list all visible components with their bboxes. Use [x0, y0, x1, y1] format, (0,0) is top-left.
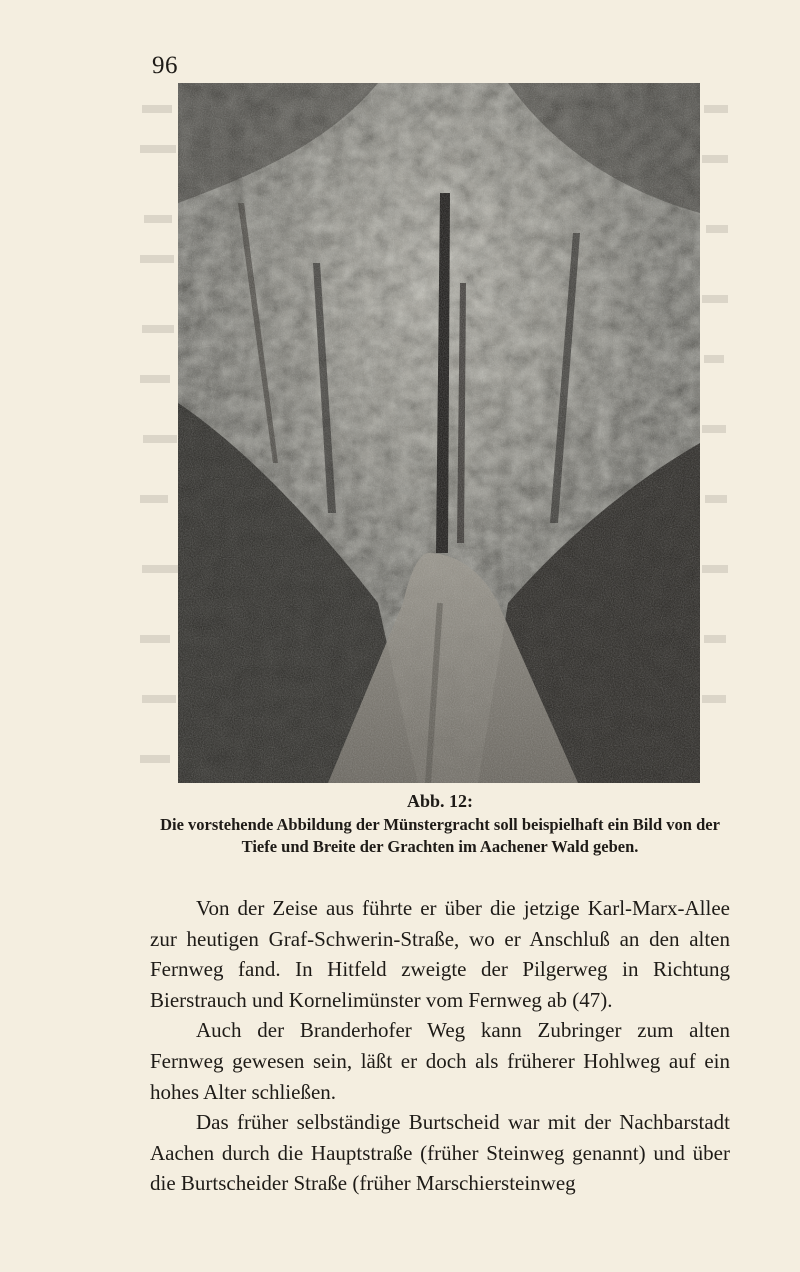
figure-caption — [150, 790, 730, 858]
paragraph: Von der Zeise aus führte er über die jetzige Karl-Marx-Allee zur heutigen Graf-Schwerin-Straße, wo er Anschluß an den alten Fernweg fand. In Hitfeld zweigte der Pilgerweg in Richtung Bierstrauch und Kornelimünster vom Fernweg ab (47). — [150, 896, 730, 1012]
paragraph: Das früher selbständige Burtscheid war mit der Nachbarstadt Aachen durch die Hauptstraße (früher Steinweg genannt) und über die Burtscheider Straße (früher Marschiersteinweg — [150, 1110, 730, 1196]
page-number: 96 — [152, 52, 178, 79]
figure-label: Abb. 12: — [406, 791, 473, 811]
forest-path-photo — [178, 83, 700, 783]
body-text — [150, 893, 730, 1199]
figure-caption-text: Die vorstehende Abbildung der Münstergracht soll beispielhaft ein Bild von der Tiefe und Breite der Grachten im Aachener Wald geben. — [160, 815, 720, 856]
reverse-side-show-through — [140, 95, 180, 795]
reverse-side-show-through-right — [702, 95, 742, 715]
paragraph: Auch der Branderhofer Weg kann Zubringer zum alten Fernweg gewesen sein, läßt er doch als früherer Hohlweg auf ein hohes Alter schließen. — [150, 1018, 730, 1104]
